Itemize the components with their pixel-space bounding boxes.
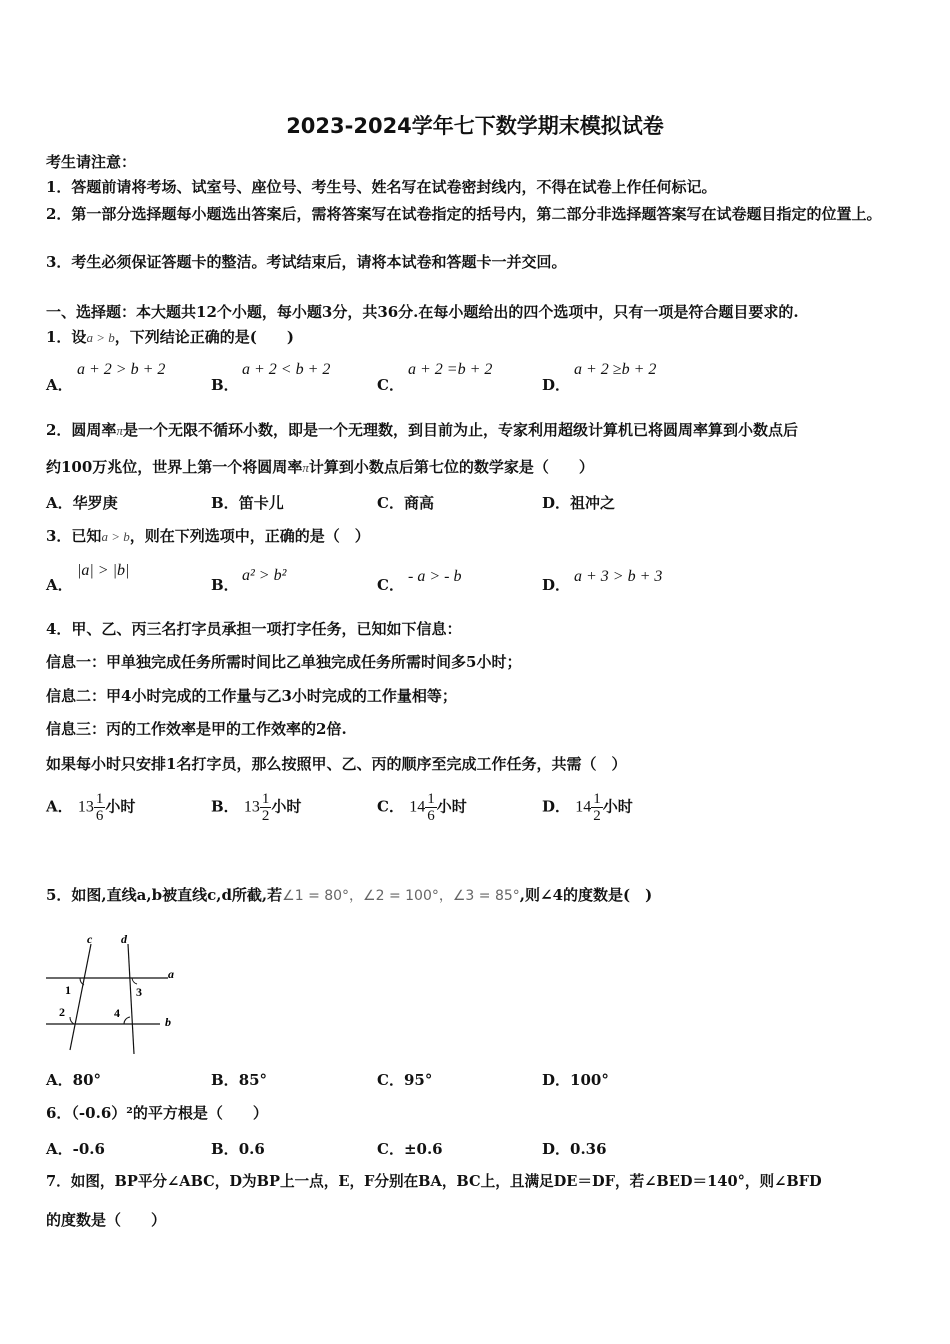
- notice-item-2: 2．第一部分选择题每小题选出答案后，需将答案写在试卷指定的括号内，第二部分非选择题答案写在试卷题目指定的位置上。: [46, 205, 882, 223]
- q2-option-c: [377, 492, 434, 513]
- angle-4-arc: [124, 1017, 130, 1024]
- label-c: c: [87, 932, 93, 946]
- q6-option-b: [211, 1138, 265, 1159]
- angle-2-arc: [70, 1017, 74, 1024]
- q3-condition: a > b: [101, 529, 130, 544]
- q5-option-a-letter: A．: [46, 1071, 73, 1089]
- angle-label-4: 4: [114, 1006, 120, 1020]
- q5-stem-pre: 5．如图,直线a,b被直线c,d所截,若: [46, 886, 283, 904]
- q6-option-a-text: -0.6: [72, 1140, 105, 1158]
- q5-figure: [44, 928, 184, 1058]
- q3-option-d: a + 3 > b + 3: [574, 568, 663, 585]
- angle-label-2: 2: [59, 1005, 65, 1019]
- q6-option-d: [542, 1138, 607, 1159]
- question-1: [46, 327, 904, 348]
- fraction-denominator: 2: [593, 808, 601, 824]
- q4-option-a-whole: 13: [77, 798, 94, 816]
- q3-option-b-letter: B．: [211, 576, 239, 594]
- q6-option-a: [46, 1138, 105, 1159]
- q4-question: 如果每小时只安排1名打字员，那么按照甲、乙、丙的顺序至完成工作任务，共需（ ）: [46, 755, 627, 773]
- q2-option-d: [542, 492, 615, 513]
- q1-option-d: a + 2 ≥b + 2: [574, 361, 657, 378]
- q5-option-b: [211, 1069, 267, 1090]
- q1-option-b-letter: B．: [211, 376, 239, 394]
- angle-label-3: 3: [136, 985, 142, 999]
- fraction-denominator: 6: [95, 808, 104, 824]
- q2-option-b-letter: B．: [211, 494, 239, 512]
- q5-option-c-letter: C．: [377, 1071, 404, 1089]
- q1-stem-post: ，下列结论正确的是( ): [114, 328, 294, 346]
- q4-option-a-letter: A．: [46, 797, 73, 816]
- q2-line1-post: 是一个无限不循环小数，即是一个无理数，到目前为止，专家利用超级计算机已将圆周率算到小数点后: [122, 421, 798, 439]
- q5-stem-post: ,则∠4的度数是( ): [519, 886, 653, 904]
- q4-option-c-letter: C．: [377, 797, 404, 816]
- q2-line1-pre: 2．圆周率: [46, 421, 117, 439]
- q4-info-3: 信息三：丙的工作效率是甲的工作效率的2倍.: [46, 720, 347, 738]
- q4-option-a-fraction: [94, 791, 106, 824]
- notice-item-1: 1．答题前请将考场、试室号、座位号、考生号、姓名写在试卷密封线内，不得在试卷上作任何标记。: [46, 178, 717, 196]
- q2-option-b-text: 笛卡儿: [238, 494, 284, 512]
- q4-option-c-fraction: [425, 791, 437, 824]
- notice-heading: 考生请注意：: [46, 153, 137, 171]
- q2-line2-pre: 约100万兆位，世界上第一个将圆周率: [46, 458, 303, 476]
- question-5: [46, 885, 904, 906]
- q5-option-b-letter: B．: [211, 1071, 239, 1089]
- q5-option-d-letter: D．: [542, 1071, 571, 1089]
- q4-option-d: [542, 791, 633, 824]
- q1-option-d-letter: D．: [542, 376, 571, 394]
- q6-option-b-text: 0.6: [238, 1140, 265, 1158]
- label-d: d: [121, 932, 127, 946]
- q3-option-c: - a > - b: [408, 568, 462, 585]
- fraction-numerator: 1: [593, 791, 601, 807]
- question-7-line-1: 7．如图，BP平分∠ABC，D为BP上一点，E，F分别在BA，BC上，且满足DE＝DF，若∠BED＝140°，则∠BFD: [46, 1173, 822, 1190]
- q1-option-c-letter: C．: [377, 376, 404, 394]
- fraction-numerator: 1: [261, 791, 270, 807]
- q3-option-c-letter: C．: [377, 576, 404, 594]
- q3-option-a-letter: A．: [46, 576, 73, 594]
- q1-option-b: a + 2 < b + 2: [242, 361, 331, 378]
- q4-option-d-fraction: [591, 791, 603, 824]
- q5-option-d: [542, 1069, 609, 1090]
- fraction-numerator: 1: [95, 791, 104, 807]
- notice-item-3: 3．考生必须保证答题卡的整洁。考试结束后，请将本试卷和答题卡一并交回。: [46, 253, 567, 271]
- q2-line2-post: 计算到小数点后第七位的数学家是（ ）: [308, 458, 594, 476]
- angle-3-arc: [132, 978, 137, 984]
- q2-option-d-letter: D．: [542, 494, 571, 512]
- q4-unit: 小时: [271, 797, 302, 816]
- question-6: 6．（-0.6）²的平方根是（ ）: [46, 1104, 268, 1122]
- q4-option-c-whole: 14: [409, 798, 426, 816]
- q3-option-b: a² > b²: [242, 567, 287, 584]
- q1-stem-pre: 1．设: [46, 328, 87, 346]
- q4-info-2: 信息二：甲4小时完成的工作量与乙3小时完成的工作量相等；: [46, 687, 457, 705]
- q4-option-d-letter: D．: [542, 797, 571, 816]
- q2-option-d-text: 祖冲之: [570, 494, 616, 512]
- q2-option-a-letter: A．: [46, 494, 73, 512]
- question-2-line-1: [46, 420, 904, 441]
- q5-option-b-text: 85°: [238, 1071, 268, 1089]
- q2-option-a-text: 华罗庚: [72, 494, 118, 512]
- q4-unit: 小时: [105, 797, 136, 816]
- angle-label-1: 1: [65, 983, 71, 997]
- q6-option-c-text: ±0.6: [403, 1140, 443, 1158]
- question-3: [46, 526, 904, 547]
- q6-option-c-letter: C．: [377, 1140, 404, 1158]
- q4-option-c: [377, 791, 467, 824]
- q6-option-d-letter: D．: [542, 1140, 571, 1158]
- q4-option-a: [46, 791, 135, 824]
- q3-stem-post: ，则在下列选项中，正确的是（ ）: [129, 527, 370, 545]
- question-2-line-2: [46, 457, 904, 478]
- q6-option-a-letter: A．: [46, 1140, 73, 1158]
- q1-option-a-letter: A．: [46, 376, 73, 394]
- q4-info-1: 信息一：甲单独完成任务所需时间比乙单独完成任务所需时间多5小时；: [46, 653, 522, 671]
- q1-condition: a > b: [86, 330, 115, 345]
- q4-unit: 小时: [602, 797, 633, 816]
- q2-option-c-letter: C．: [377, 494, 404, 512]
- fraction-numerator: 1: [427, 791, 435, 807]
- q2-option-a: [46, 492, 118, 513]
- q5-option-a: [46, 1069, 101, 1090]
- q5-angle-values: ∠1 = 80°，∠2 = 100°，∠3 = 85°: [282, 888, 520, 904]
- q6-option-c: [377, 1138, 443, 1159]
- q5-option-a-text: 80°: [72, 1071, 102, 1089]
- q3-stem-pre: 3．已知: [46, 527, 102, 545]
- q4-unit: 小时: [436, 797, 467, 816]
- q4-option-b-letter: B．: [211, 797, 239, 816]
- q3-option-a: |a| > |b|: [77, 562, 130, 579]
- question-4: 4．甲、乙、丙三名打字员承担一项打字任务，已知如下信息：: [46, 620, 462, 638]
- question-7-line-2: 的度数是（ ）: [46, 1211, 167, 1229]
- q3-option-d-letter: D．: [542, 576, 571, 594]
- label-a: a: [168, 967, 174, 981]
- q2-option-c-text: 商高: [403, 494, 434, 512]
- q4-option-b-fraction: [260, 791, 272, 824]
- pi-symbol: π: [116, 423, 123, 438]
- fraction-denominator: 6: [427, 808, 435, 824]
- label-b: b: [165, 1015, 171, 1029]
- q2-option-b: [211, 492, 284, 513]
- q6-option-d-text: 0.36: [570, 1140, 607, 1158]
- q1-option-a: a + 2 > b + 2: [77, 361, 166, 378]
- q6-option-b-letter: B．: [211, 1140, 239, 1158]
- q5-option-d-text: 100°: [570, 1071, 609, 1089]
- pi-symbol: π: [302, 460, 309, 475]
- line-c: [70, 944, 91, 1050]
- q4-option-b: [211, 791, 301, 824]
- fraction-denominator: 2: [261, 808, 270, 824]
- q1-option-c: a + 2 =b + 2: [408, 361, 493, 378]
- section-heading: 一、选择题：本大题共12个小题，每小题3分，共36分.在每小题给出的四个选项中，只有一项是符合题目要求的.: [46, 303, 799, 321]
- q4-option-d-whole: 14: [575, 798, 592, 816]
- line-d: [128, 944, 134, 1054]
- q4-option-b-whole: 13: [243, 798, 260, 816]
- q5-option-c: [377, 1069, 432, 1090]
- q5-option-c-text: 95°: [403, 1071, 433, 1089]
- page-title: 2023-2024学年七下数学期末模拟试卷: [286, 114, 664, 138]
